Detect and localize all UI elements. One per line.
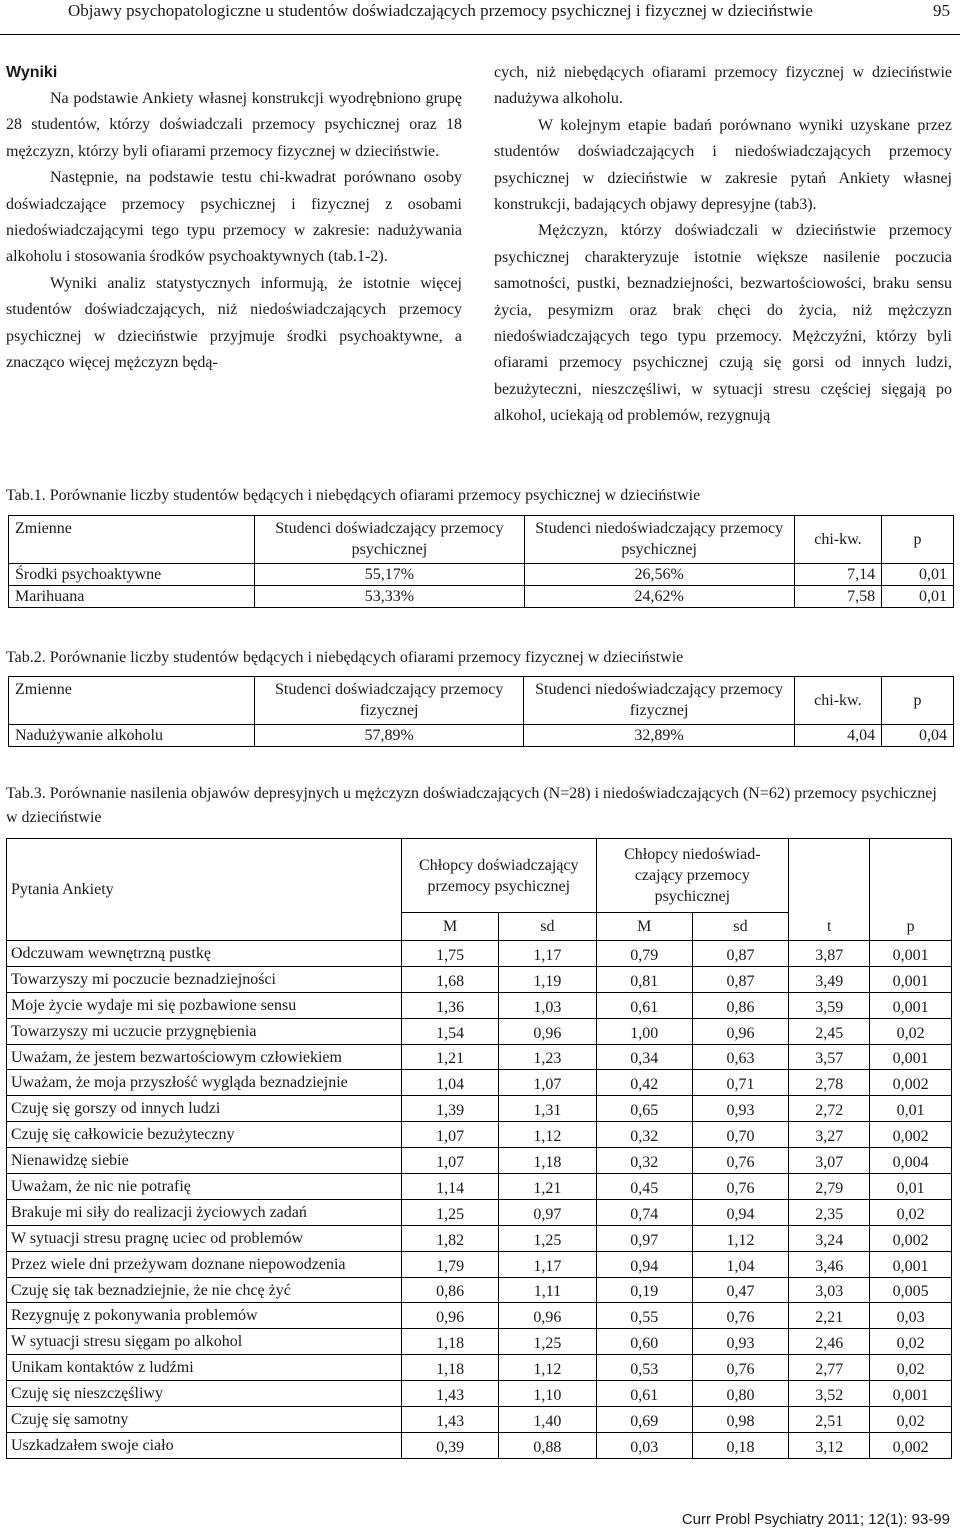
subheader: t: [789, 913, 870, 941]
value-cell: 0,002: [870, 1070, 952, 1096]
value-cell: 1,07: [402, 1122, 499, 1148]
value-cell: 0,74: [596, 1199, 692, 1225]
value-cell: 0,98: [692, 1407, 788, 1433]
value-cell: 0,42: [596, 1070, 692, 1096]
table-row: [7, 1381, 952, 1407]
column-header: Studenci doświadczający przemocy fizycznej: [254, 677, 524, 725]
question-cell: Uważam, że jestem bezwartościowym człowiekiem: [7, 1044, 402, 1070]
table-cell: 7,58: [794, 586, 881, 608]
value-cell: 1,10: [499, 1381, 596, 1407]
question-cell: Rezygnuję z pokonywania problemów: [7, 1303, 402, 1329]
value-cell: 0,76: [692, 1174, 788, 1200]
value-cell: 1,07: [499, 1070, 596, 1096]
left-column: [6, 60, 462, 376]
table-row: [7, 941, 952, 967]
question-cell: Czuję się całkowicie bezużyteczny: [7, 1122, 402, 1148]
question-cell: W sytuacji stresu pragnę uciec od problemów: [7, 1225, 402, 1251]
value-cell: 3,87: [789, 941, 870, 967]
running-header-title: Objawy psychopatologiczne u studentów doświadczających przemocy psychicznej i fizycznej w dzieciństwie: [68, 1, 813, 20]
question-cell: Odczuwam wewnętrzną pustkę: [7, 941, 402, 967]
value-cell: 0,004: [870, 1148, 952, 1174]
value-cell: 1,18: [499, 1148, 596, 1174]
value-cell: 3,49: [789, 966, 870, 992]
question-cell: Brakuje mi siły do realizacji życiowych zadań: [7, 1199, 402, 1225]
table-row: [7, 1303, 952, 1329]
question-cell: Czuję się tak beznadziejnie, że nie chcę żyć: [7, 1277, 402, 1303]
question-cell: Czuję się samotny: [7, 1407, 402, 1433]
value-cell: 0,02: [870, 1329, 952, 1355]
table-cell: 55,17%: [255, 564, 524, 586]
value-cell: 0,32: [596, 1122, 692, 1148]
value-cell: 0,001: [870, 966, 952, 992]
value-cell: 0,001: [870, 1251, 952, 1277]
value-cell: 0,02: [870, 1018, 952, 1044]
table-cell: 26,56%: [524, 564, 794, 586]
table-cell: 24,62%: [524, 586, 794, 608]
column-header: Zmienne: [9, 516, 255, 564]
column-header-questions: Pytania Ankiety: [7, 839, 402, 941]
column-header: Studenci niedoświadczający przemocy fizycznej: [524, 677, 794, 725]
table-row: [7, 966, 952, 992]
value-cell: 3,59: [789, 992, 870, 1018]
header-spacer: [870, 839, 952, 913]
table-2-caption: Tab.2. Porównanie liczby studentów będących i niebędących ofiarami przemocy fizycznej w dzieciństwie: [6, 649, 684, 666]
value-cell: 0,39: [402, 1432, 499, 1458]
value-cell: 0,32: [596, 1148, 692, 1174]
value-cell: 2,45: [789, 1018, 870, 1044]
table-cell: 4,04: [794, 725, 881, 747]
table-row: [7, 1018, 952, 1044]
table-row: [7, 992, 952, 1018]
value-cell: 3,07: [789, 1148, 870, 1174]
table-cell: 7,14: [794, 564, 881, 586]
value-cell: 1,11: [499, 1277, 596, 1303]
value-cell: 0,34: [596, 1044, 692, 1070]
value-cell: 1,68: [402, 966, 499, 992]
table-row: [9, 725, 954, 747]
table-row: [7, 1225, 952, 1251]
value-cell: 0,19: [596, 1277, 692, 1303]
value-cell: 0,88: [499, 1432, 596, 1458]
value-cell: 0,60: [596, 1329, 692, 1355]
value-cell: 1,21: [499, 1174, 596, 1200]
running-header: [0, 0, 960, 35]
value-cell: 1,43: [402, 1381, 499, 1407]
value-cell: 1,18: [402, 1355, 499, 1381]
value-cell: 0,61: [596, 1381, 692, 1407]
value-cell: 0,002: [870, 1432, 952, 1458]
table-3-caption: Tab.3. Porównanie nasilenia objawów depresyjnych u mężczyzn doświadczających (N=28) i niedoświadczających (N=62) przemocy psychicznej w dzieciństwie: [6, 785, 937, 826]
question-cell: Towarzyszy mi poczucie beznadziejności: [7, 966, 402, 992]
question-cell: Czuję się gorszy od innych ludzi: [7, 1096, 402, 1122]
table-row: [7, 1174, 952, 1200]
paragraph: Na podstawie Ankiety własnej konstrukcji wyodrębniono grupę 28 studentów, którzy doświadczali przemocy psychicznej oraz 18 mężczyzn, którzy byli ofiarami przemocy fizycznej w dzieciństwie.: [6, 90, 462, 160]
question-cell: Uszkadzałem swoje ciało: [7, 1432, 402, 1458]
value-cell: 1,17: [499, 1251, 596, 1277]
value-cell: 0,86: [692, 992, 788, 1018]
table-2: [8, 676, 954, 747]
table-row: [7, 1122, 952, 1148]
table-row: [7, 1407, 952, 1433]
value-cell: 1,12: [692, 1225, 788, 1251]
value-cell: 0,97: [499, 1199, 596, 1225]
value-cell: 3,57: [789, 1044, 870, 1070]
value-cell: 1,25: [402, 1199, 499, 1225]
table-cell: Nadużywanie alkoholu: [9, 725, 255, 747]
subheader: M: [596, 913, 692, 941]
value-cell: 0,96: [692, 1018, 788, 1044]
value-cell: 0,86: [402, 1277, 499, 1303]
value-cell: 1,12: [499, 1355, 596, 1381]
value-cell: 0,80: [692, 1381, 788, 1407]
table-cell: Marihuana: [9, 586, 255, 608]
paragraph: Mężczyzn, którzy doświadczali w dzieciństwie przemocy psychicznej charakteryzuje istotnie większe nasilenie poczucia samotności, pustki, beznadziejności, bezwartościowości, braku sensu życia, pesymizm oraz brak chęci do życia, niż mężczyzn niedoświadczających tego typu przemocy. Mężczyźni, którzy byli ofiarami przemocy psychicznej czują się gorsi od innych ludzi, bezużyteczni, nieszczęśliwi, w sytuacji stresu częściej sięgają po alkohol, uciekają od problemów, rezygnują: [494, 222, 952, 425]
table-row: [9, 586, 954, 608]
value-cell: 1,14: [402, 1174, 499, 1200]
value-cell: 1,40: [499, 1407, 596, 1433]
value-cell: 0,63: [692, 1044, 788, 1070]
value-cell: 0,001: [870, 1044, 952, 1070]
question-cell: Unikam kontaktów z ludźmi: [7, 1355, 402, 1381]
subheader: sd: [692, 913, 788, 941]
question-cell: Uważam, że nic nie potrafię: [7, 1174, 402, 1200]
value-cell: 3,27: [789, 1122, 870, 1148]
value-cell: 0,002: [870, 1122, 952, 1148]
value-cell: 0,005: [870, 1277, 952, 1303]
value-cell: 1,43: [402, 1407, 499, 1433]
table-cell: 0,01: [882, 564, 954, 586]
table-row: [7, 1070, 952, 1096]
table-1: [8, 515, 954, 608]
value-cell: 0,03: [596, 1432, 692, 1458]
table-row: [7, 1277, 952, 1303]
table-cell: 0,04: [882, 725, 954, 747]
question-cell: Przez wiele dni przeżywam doznane niepowodzenia: [7, 1251, 402, 1277]
table-cell: 32,89%: [524, 725, 794, 747]
value-cell: 0,93: [692, 1329, 788, 1355]
value-cell: 1,31: [499, 1096, 596, 1122]
value-cell: 0,87: [692, 966, 788, 992]
question-cell: Moje życie wydaje mi się pozbawione sensu: [7, 992, 402, 1018]
value-cell: 0,70: [692, 1122, 788, 1148]
right-column: [494, 60, 952, 430]
value-cell: 2,72: [789, 1096, 870, 1122]
value-cell: 0,71: [692, 1070, 788, 1096]
value-cell: 3,24: [789, 1225, 870, 1251]
value-cell: 0,76: [692, 1148, 788, 1174]
value-cell: 0,03: [870, 1303, 952, 1329]
value-cell: 0,94: [692, 1199, 788, 1225]
value-cell: 2,77: [789, 1355, 870, 1381]
value-cell: 2,46: [789, 1329, 870, 1355]
value-cell: 0,01: [870, 1096, 952, 1122]
value-cell: 0,81: [596, 966, 692, 992]
column-header: chi-kw.: [794, 516, 881, 564]
value-cell: 1,00: [596, 1018, 692, 1044]
table-3: [6, 838, 952, 1459]
value-cell: 0,96: [402, 1303, 499, 1329]
value-cell: 1,19: [499, 966, 596, 992]
value-cell: 0,18: [692, 1432, 788, 1458]
column-header-group-1: Chłopcy doświadczający przemocy psychicznej: [402, 839, 597, 913]
value-cell: 0,02: [870, 1199, 952, 1225]
value-cell: 1,07: [402, 1148, 499, 1174]
subheader: p: [870, 913, 952, 941]
value-cell: 1,12: [499, 1122, 596, 1148]
page-number: 95: [933, 1, 950, 20]
table-row: [9, 564, 954, 586]
value-cell: 0,79: [596, 941, 692, 967]
value-cell: 2,78: [789, 1070, 870, 1096]
value-cell: 0,47: [692, 1277, 788, 1303]
column-header: Zmienne: [9, 677, 255, 725]
value-cell: 1,23: [499, 1044, 596, 1070]
table-row: [7, 1044, 952, 1070]
paragraph: Następnie, na podstawie testu chi-kwadrat porównano osoby doświadczające przemocy psychicznej i fizycznej z osobami niedoświadczającymi tego typu przemocy w zakresie: nadużywania alkoholu i stosowania środków psychoaktywnych (tab.1-2).: [6, 169, 462, 266]
value-cell: 0,96: [499, 1303, 596, 1329]
table-row: [7, 1251, 952, 1277]
section-heading: Wyniki: [6, 64, 58, 81]
value-cell: 0,96: [499, 1018, 596, 1044]
table-cell: 57,89%: [254, 725, 524, 747]
table-row: [7, 1432, 952, 1458]
value-cell: 2,51: [789, 1407, 870, 1433]
table-row: [7, 1148, 952, 1174]
value-cell: 0,001: [870, 992, 952, 1018]
column-header-group-2: Chłopcy niedoświad-czający przemocy psychicznej: [596, 839, 789, 913]
table-row: [7, 1199, 952, 1225]
value-cell: 0,76: [692, 1303, 788, 1329]
value-cell: 2,21: [789, 1303, 870, 1329]
subheader: M: [402, 913, 499, 941]
value-cell: 1,79: [402, 1251, 499, 1277]
value-cell: 0,61: [596, 992, 692, 1018]
value-cell: 1,54: [402, 1018, 499, 1044]
value-cell: 0,97: [596, 1225, 692, 1251]
question-cell: Towarzyszy mi uczucie przygnębienia: [7, 1018, 402, 1044]
table-row: [7, 1329, 952, 1355]
value-cell: 1,04: [692, 1251, 788, 1277]
value-cell: 0,001: [870, 941, 952, 967]
value-cell: 1,18: [402, 1329, 499, 1355]
value-cell: 1,82: [402, 1225, 499, 1251]
value-cell: 3,52: [789, 1381, 870, 1407]
table-row: [7, 1355, 952, 1381]
value-cell: 0,93: [692, 1096, 788, 1122]
value-cell: 1,04: [402, 1070, 499, 1096]
subheader: sd: [499, 913, 596, 941]
question-cell: W sytuacji stresu sięgam po alkohol: [7, 1329, 402, 1355]
value-cell: 0,87: [692, 941, 788, 967]
value-cell: 0,76: [692, 1355, 788, 1381]
value-cell: 0,45: [596, 1174, 692, 1200]
value-cell: 1,25: [499, 1225, 596, 1251]
value-cell: 0,01: [870, 1174, 952, 1200]
value-cell: 0,94: [596, 1251, 692, 1277]
value-cell: 0,69: [596, 1407, 692, 1433]
value-cell: 1,36: [402, 992, 499, 1018]
value-cell: 2,35: [789, 1199, 870, 1225]
value-cell: 0,02: [870, 1355, 952, 1381]
value-cell: 1,75: [402, 941, 499, 967]
value-cell: 0,65: [596, 1096, 692, 1122]
value-cell: 0,002: [870, 1225, 952, 1251]
column-header: Studenci niedoświadczający przemocy psychicznej: [524, 516, 794, 564]
value-cell: 3,12: [789, 1432, 870, 1458]
value-cell: 2,79: [789, 1174, 870, 1200]
table-1-caption: Tab.1. Porównanie liczby studentów będących i niebędących ofiarami przemocy psychicznej w dzieciństwie: [6, 487, 701, 504]
value-cell: 0,001: [870, 1381, 952, 1407]
paragraph-continuation: cych, niż niebędących ofiarami przemocy fizycznej w dzieciństwie nadużywa alkoholu.: [494, 64, 952, 108]
question-cell: Czuję się nieszczęśliwy: [7, 1381, 402, 1407]
value-cell: 0,55: [596, 1303, 692, 1329]
column-header: p: [882, 516, 954, 564]
table-cell: 53,33%: [255, 586, 524, 608]
header-spacer: [789, 839, 870, 913]
value-cell: 1,21: [402, 1044, 499, 1070]
table-cell: 0,01: [882, 586, 954, 608]
value-cell: 0,02: [870, 1407, 952, 1433]
value-cell: 1,17: [499, 941, 596, 967]
table-row: [7, 1096, 952, 1122]
paragraph: Wyniki analiz statystycznych informują, że istotnie więcej studentów doświadczających, niż niedoświadczających przemocy psychicznej w dzieciństwie przyjmuje środki psychoaktywne, a znacząco więcej mężczyzn będą-: [6, 274, 462, 372]
value-cell: 0,53: [596, 1355, 692, 1381]
value-cell: 1,25: [499, 1329, 596, 1355]
table-cell: Środki psychoaktywne: [9, 564, 255, 586]
value-cell: 3,03: [789, 1277, 870, 1303]
value-cell: 1,39: [402, 1096, 499, 1122]
column-header: p: [882, 677, 954, 725]
paragraph: W kolejnym etapie badań porównano wyniki uzyskane przez studentów doświadczających i niedoświadczających przemocy psychicznej w dzieciństwie w zakresie pytań Ankiety własnej konstrukcji, badających objawy depresyjne (tab3).: [494, 116, 952, 214]
column-header: Studenci doświadczający przemocy psychicznej: [255, 516, 524, 564]
column-header: chi-kw.: [794, 677, 881, 725]
journal-citation: Curr Probl Psychiatry 2011; 12(1): 93-99: [681, 1511, 950, 1528]
question-cell: Uważam, że moja przyszłość wygląda beznadziejnie: [7, 1070, 402, 1096]
question-cell: Nienawidzę siebie: [7, 1148, 402, 1174]
value-cell: 1,03: [499, 992, 596, 1018]
value-cell: 3,46: [789, 1251, 870, 1277]
